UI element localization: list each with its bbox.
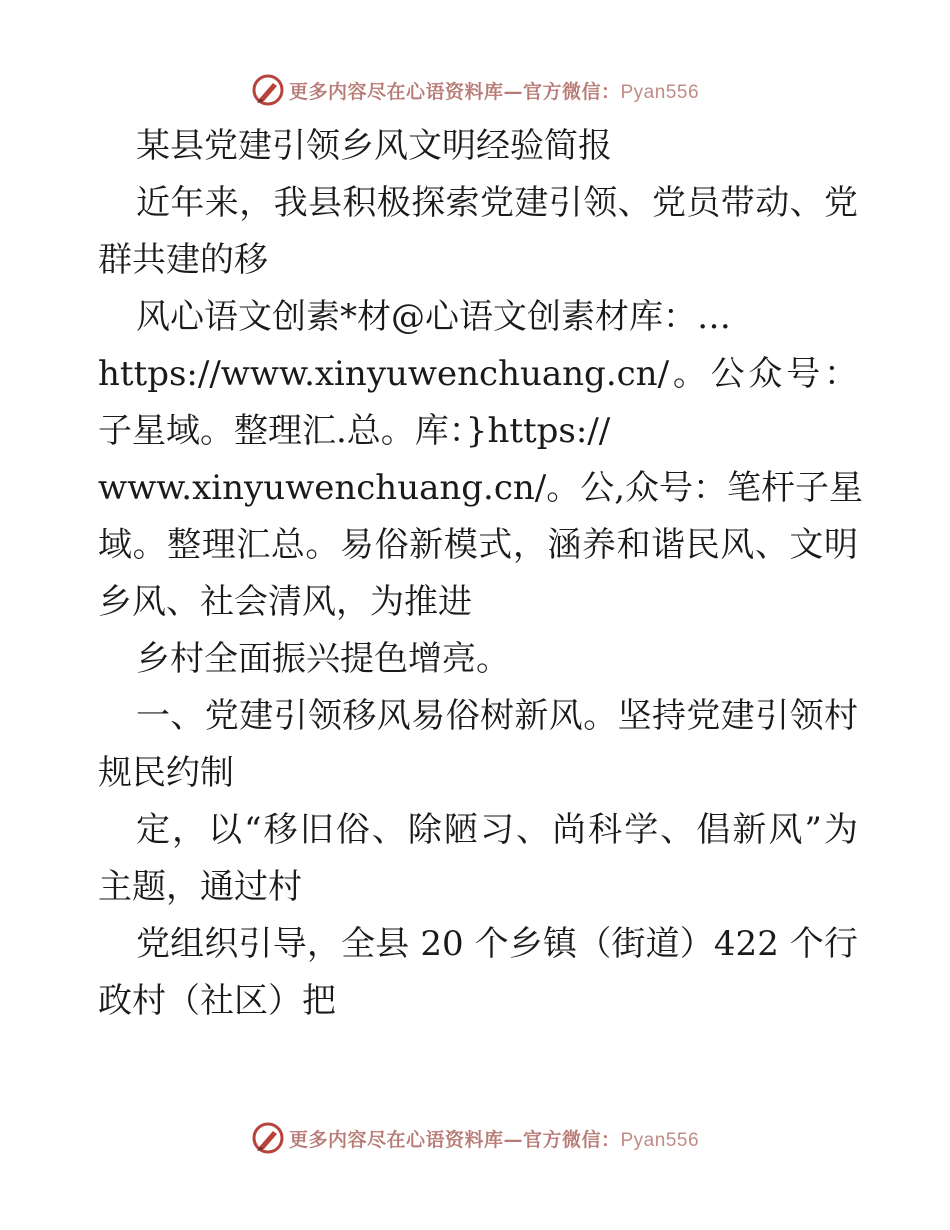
header-watermark-banner	[0, 70, 950, 110]
paragraph-line: 乡风、社会清风，为推进	[98, 582, 472, 622]
paragraph-line: 规民约制	[98, 753, 234, 793]
document-title: 某县党建引领乡风文明经验简报	[136, 126, 612, 166]
paragraph-line: 群共建的移	[98, 240, 268, 280]
paragraph-line: 定，以“移旧俗、除陋习、尚科学、倡新风”为	[136, 810, 858, 850]
paragraph-line: 近年来，我县积极探索党建引领、党员带动、党	[136, 183, 858, 223]
paragraph-line: 风心语文创素*材@心语文创素材库：…	[136, 297, 731, 337]
document-body	[98, 118, 864, 1030]
banner-wechat-id: Pyan556	[620, 1129, 700, 1151]
paragraph-line: 党组织引导，全县 20 个乡镇（街道）422 个行	[136, 924, 858, 964]
paragraph-line: https://www.xinyuwenchuang.cn/。公众号：	[98, 354, 858, 394]
paragraph-line: 域。整理汇总。易俗新模式，涵养和谐民风、文明	[98, 525, 858, 565]
paragraph-line: 子星域。整理汇.总。库：}https://	[98, 411, 611, 451]
section-heading-line: 一、党建引领移风易俗树新风。坚持党建引领村	[136, 696, 858, 736]
pen-logo-icon	[251, 73, 285, 107]
paragraph-line: 主题，通过村	[98, 867, 302, 907]
banner-text: 更多内容尽在心语资料库—官方微信：Pyan556	[288, 80, 700, 103]
paragraph-line: www.xinyuwenchuang.cn/。公,众号：笔杆子星	[98, 468, 864, 508]
footer-watermark-banner	[0, 1118, 950, 1158]
banner-wechat-id: Pyan556	[620, 81, 700, 103]
pen-logo-icon	[251, 1121, 285, 1155]
paragraph-line: 政村（社区）把	[98, 981, 336, 1021]
banner-text: 更多内容尽在心语资料库—官方微信：Pyan556	[288, 1128, 700, 1151]
paragraph-line: 乡村全面振兴提色增亮。	[136, 639, 510, 679]
